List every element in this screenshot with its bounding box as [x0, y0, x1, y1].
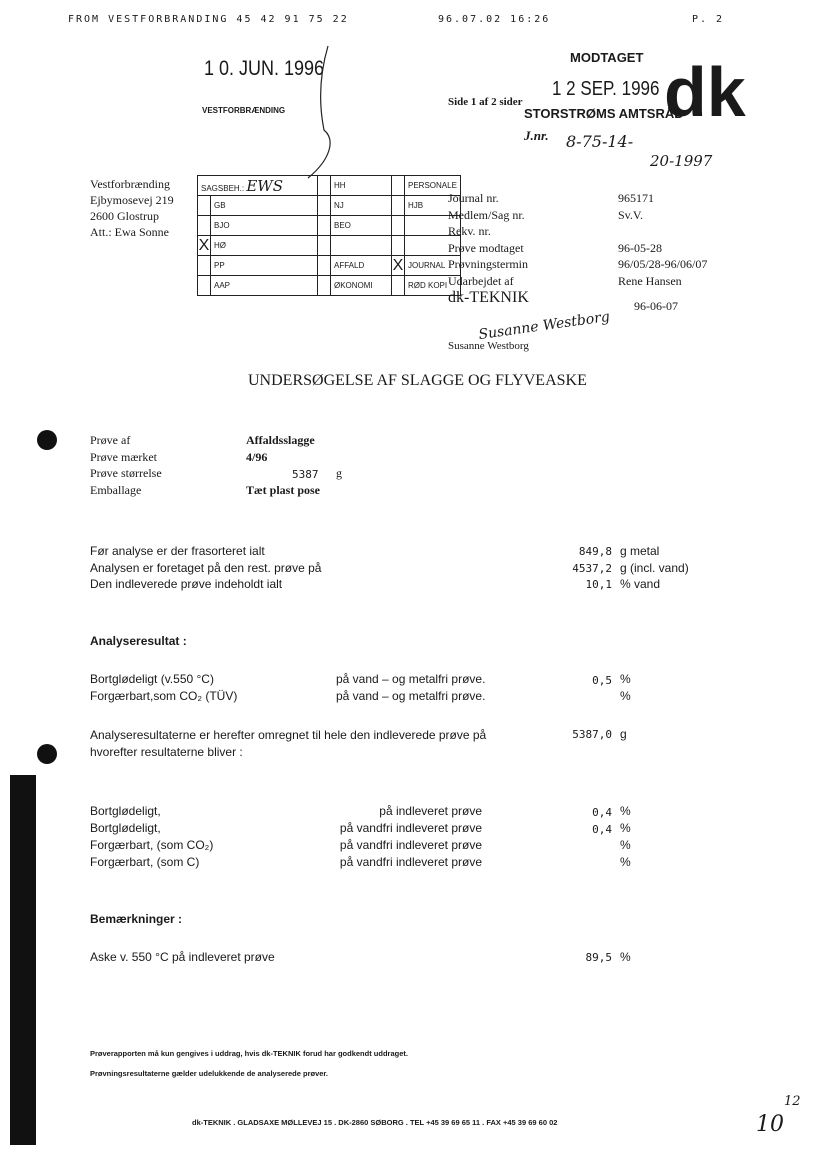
prep-units	[620, 543, 689, 593]
medlem-label: Medlem/Sag nr.	[448, 207, 525, 222]
routing-cell: SAGSBEH.: EWS	[198, 176, 318, 196]
punch-hole	[37, 430, 57, 450]
routing-box	[392, 236, 405, 256]
final-value	[564, 855, 612, 872]
sample-stoerrelse-label: Prøve størrelse	[90, 466, 162, 480]
prep-unit: g (incl. vand)	[620, 560, 689, 575]
final-values	[564, 804, 612, 872]
routing-box	[198, 276, 211, 296]
sample-maerket-label: Prøve mærket	[90, 449, 157, 464]
page-title: UNDERSØGELSE AF SLAGGE OG FLYVEASKE	[248, 372, 587, 389]
routing-cell: ØKONOMI	[331, 276, 392, 296]
recalc-line: Analyseresultaterne er herefter omregnet til hele den indleverede prøve på	[90, 728, 487, 742]
report-meta-labels	[448, 190, 528, 289]
final-basis-item: på indleveret prøve	[379, 804, 482, 818]
handwritten-bracket	[290, 40, 350, 190]
final-value: 0,4	[592, 806, 612, 819]
modtaget-stamp-date: 1 2 SEP. 1996	[552, 77, 660, 100]
received-by-stamp: VESTFORBRÆNDING	[202, 106, 286, 115]
report-meta-values	[618, 190, 707, 289]
prep-value: 849,8	[578, 545, 612, 558]
termin-label: Prøvningstermin	[448, 257, 528, 271]
sample-maerket-value: 4/96	[246, 449, 268, 464]
scan-edge-bar	[10, 775, 36, 1145]
final-label: Bortglødeligt,	[90, 821, 161, 835]
final-basis-item: på vandfri indleveret prøve	[339, 838, 482, 852]
prep-values	[564, 544, 612, 594]
prep-value: 4537,2	[572, 561, 612, 575]
routing-handwritten-initials: EWS	[246, 176, 284, 195]
prep-unit: g metal	[620, 544, 660, 558]
recalc-text	[90, 727, 486, 761]
journal-value: 965171	[618, 191, 654, 205]
disclaimer	[90, 1044, 408, 1084]
modtaget-value: 96-05-28	[618, 240, 662, 255]
authority-stamp: STORSTRØMS AMTSRÅD	[524, 106, 684, 121]
prep-label: Før analyse er der frasorteret ialt	[90, 544, 265, 558]
medlem-value: Sv.V.	[618, 207, 644, 222]
modtaget-label: Prøve modtaget	[448, 240, 524, 255]
org-date: 96-06-07	[634, 299, 678, 313]
results-basis	[336, 671, 485, 705]
modtaget-stamp-label: MODTAGET	[570, 50, 644, 65]
udarbejdet-value: Rene Hansen	[618, 273, 682, 288]
recalc-unit: g	[620, 727, 627, 741]
remarks-heading: Bemærkninger :	[90, 912, 183, 926]
journal-label: Journal nr.	[448, 191, 499, 205]
termin-value: 96/05/28-96/06/07	[618, 257, 708, 271]
results-units	[620, 671, 631, 705]
fax-datetime: 96.07.02 16:26	[438, 14, 551, 25]
sample-labels	[90, 432, 162, 498]
result-value	[564, 689, 612, 706]
routing-box	[392, 176, 405, 196]
jnr-extra: 20-1997	[650, 152, 713, 170]
routing-checkmark: X	[198, 236, 210, 254]
signature-name: Susanne Westborg	[448, 340, 529, 352]
result-basis: på vand – og metalfri prøve.	[336, 689, 486, 703]
disclaimer-line: Prøverapporten må kun gengives i uddrag, hvis dk-TEKNIK forud har godkendt uddraget.	[90, 1049, 408, 1058]
final-label: Forgærbart, (som CO₂)	[90, 838, 214, 852]
routing-cell: JOURNAL	[405, 256, 461, 276]
final-labels	[90, 803, 213, 871]
routing-box	[198, 196, 211, 216]
signature-scribble: Susanne Westborg	[477, 308, 611, 344]
sample-af-label: Prøve af	[90, 433, 131, 447]
final-units	[620, 803, 631, 871]
routing-cell: PERSONALE	[405, 176, 461, 196]
routing-cell: NJ	[331, 196, 392, 216]
prep-label: Den indleverede prøve indeholdt ialt	[90, 577, 283, 591]
routing-cell: HØ	[211, 236, 318, 256]
final-unit: %	[620, 821, 631, 835]
udarbejdet-label: Udarbejdet af	[448, 273, 514, 288]
remark-unit: %	[620, 950, 631, 964]
org-name: dk-TEKNIK	[448, 289, 529, 306]
result-unit: %	[620, 672, 631, 686]
results-heading: Analyseresultat :	[90, 634, 187, 648]
rekv-value	[618, 223, 707, 240]
result-value: 0,5	[592, 674, 612, 687]
disclaimer-line: Prøvningsresultaterne gælder udelukkende de analyserede prøver.	[90, 1069, 329, 1078]
routing-cell: GB	[211, 196, 318, 216]
routing-cell: BJO	[211, 216, 318, 236]
remark-label: Aske v. 550 °C på indleveret prøve	[90, 950, 275, 964]
routing-cell: BEO	[331, 216, 392, 236]
results-values	[564, 672, 612, 706]
routing-box	[318, 176, 331, 196]
page-mark-sup: 12	[784, 1094, 801, 1109]
recipient-address	[90, 176, 174, 240]
dk-teknik-logo	[662, 52, 762, 132]
routing-box	[318, 216, 331, 236]
fax-page: P. 2	[692, 14, 725, 25]
sample-emballage-value: Tæt plast pose	[246, 482, 321, 497]
result-basis: på vand – og metalfri prøve.	[336, 672, 486, 686]
routing-box	[198, 216, 211, 236]
address-line-2: Ejbymosevej 219	[90, 193, 174, 207]
routing-box	[198, 256, 211, 276]
routing-box	[392, 276, 405, 296]
page-info: Side 1 af 2 sider	[448, 96, 523, 108]
rekv-label: Rekv. nr.	[448, 224, 491, 238]
company-footer: dk-TEKNIK . GLADSAXE MØLLEVEJ 15 . DK-2860 SØBORG . TEL +45 39 69 65 11 . FAX +45 39 69 60 02	[192, 1118, 558, 1127]
routing-cell: HH	[331, 176, 392, 196]
jnr-label: J.nr.	[524, 128, 549, 143]
jnr-value: 8-75-14-	[566, 132, 634, 151]
address-line-4: Att.: Ewa Sonne	[90, 225, 169, 239]
dk-logo-text: dk	[664, 53, 746, 131]
routing-box	[318, 276, 331, 296]
sample-stoerrelse-unit: g	[336, 466, 342, 480]
sample-emballage-label: Emballage	[90, 482, 142, 497]
final-label: Bortglødeligt,	[90, 804, 161, 818]
final-unit: %	[620, 838, 631, 852]
address-line-1: Vestforbrænding	[90, 177, 170, 191]
routing-cell: PP	[211, 256, 318, 276]
final-label: Forgærbart, (som C)	[90, 855, 200, 869]
final-basis-item: på vandfri indleveret prøve	[339, 855, 482, 869]
routing-box	[392, 196, 405, 216]
final-unit: %	[620, 804, 631, 818]
recalc-line: hvorefter resultaterne bliver :	[90, 745, 243, 759]
address-line-3: 2600 Glostrup	[90, 209, 159, 223]
recalc-value: 5387,0	[572, 728, 612, 741]
prep-unit: % vand	[620, 577, 661, 591]
sample-af-value: Affaldsslagge	[246, 433, 315, 447]
received-date-stamp: 1 0. JUN. 1996	[204, 55, 325, 80]
punch-hole	[37, 744, 57, 764]
routing-cell: HJB	[405, 196, 461, 216]
final-unit: %	[620, 855, 631, 869]
routing-grid	[197, 175, 461, 296]
final-value	[564, 838, 612, 855]
final-value: 0,4	[592, 823, 612, 836]
prep-value: 10,1	[585, 578, 612, 591]
remark-value: 89,5	[585, 951, 612, 964]
sample-values	[246, 432, 320, 498]
routing-cell	[331, 236, 392, 256]
routing-cell: RØD KOPI	[405, 276, 461, 296]
page-mark: 10	[756, 1112, 784, 1137]
routing-cell: AFFALD	[331, 256, 392, 276]
result-label: Bortglødeligt (v.550 °C)	[90, 672, 214, 686]
result-unit: %	[620, 689, 631, 703]
routing-box	[318, 256, 331, 276]
routing-box	[392, 216, 405, 236]
routing-cell: AAP	[211, 276, 318, 296]
result-label: Forgærbart,som CO₂ (TÜV)	[90, 689, 238, 703]
prep-label: Analysen er foretaget på den rest. prøve på	[90, 560, 322, 575]
final-basis	[330, 803, 482, 871]
routing-box	[318, 236, 331, 256]
results-labels	[90, 671, 237, 705]
fax-from: FROM VESTFORBRANDING 45 42 91 75 22	[68, 14, 349, 25]
routing-checkmark: X	[392, 256, 404, 274]
prep-labels	[90, 543, 321, 593]
routing-box	[318, 196, 331, 216]
final-basis-item: på vandfri indleveret prøve	[339, 821, 482, 835]
sample-stoerrelse-value: 5387	[292, 468, 319, 481]
